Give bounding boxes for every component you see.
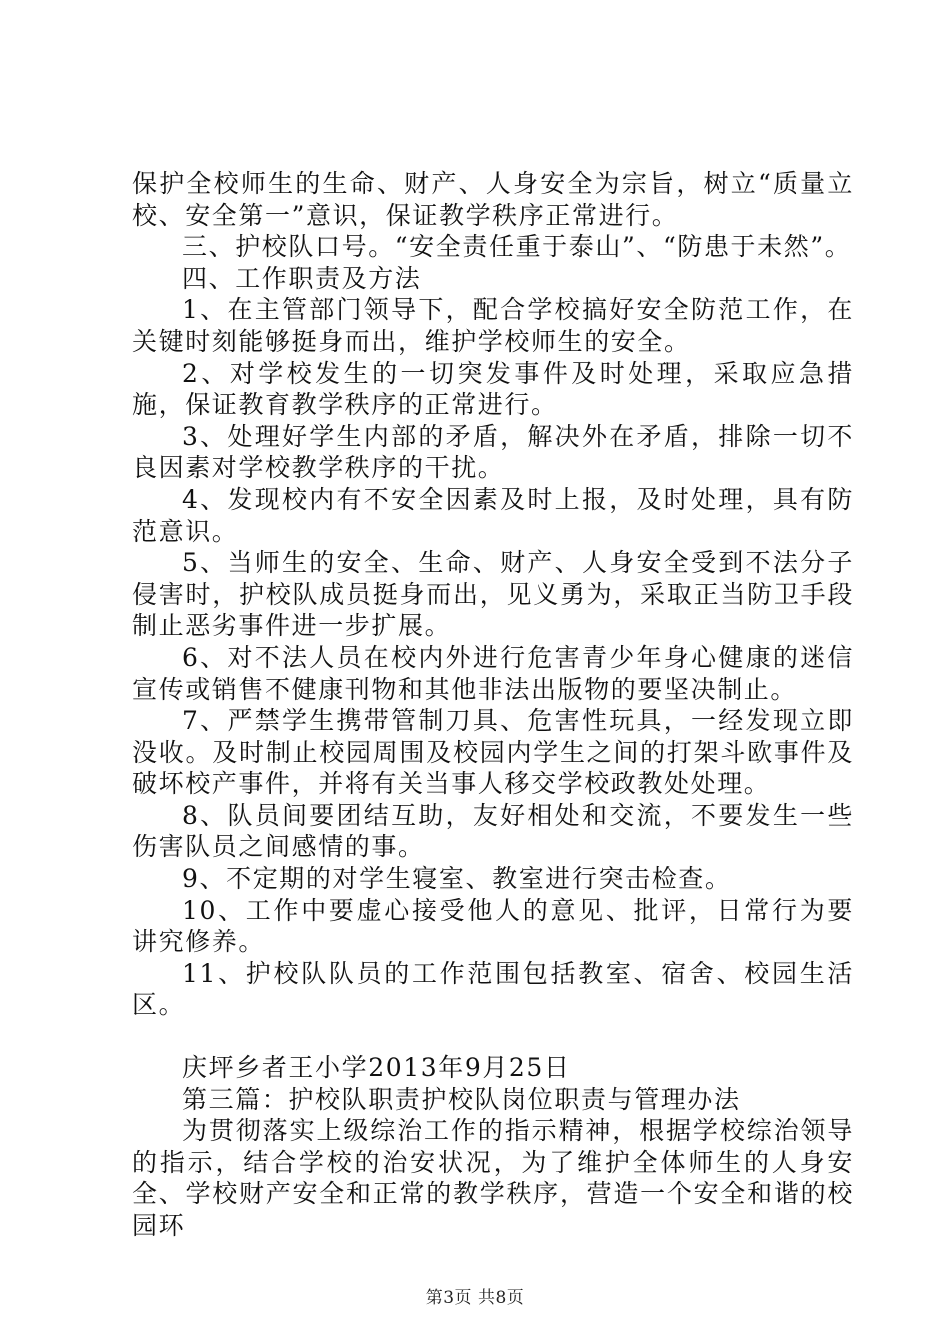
section-heading-duties: 四、工作职责及方法 (182, 263, 422, 293)
duty-item-1: 1、在主管部门领导下，配合学校搞好安全防范工作，在关键时刻能够挺身而出，维护学校师生的安全。 (132, 295, 854, 356)
duty-item-4: 4、发现校内有不安全因素及时上报，及时处理，具有防范意识。 (132, 484, 854, 546)
duty-item-8: 8、队员间要团结互助，友好相处和交流，不要发生一些伤害队员之间感情的事。 (132, 800, 854, 862)
duty-item-9: 9、不定期的对学生寝室、教室进行突击检查。 (182, 864, 732, 894)
section-title: 第三篇：护校队职责护校队岗位职责与管理办法 (182, 1084, 741, 1114)
duty-item-11: 11、护校队队员的工作范围包括教室、宿舍、校园生活区。 (132, 958, 854, 1020)
blank-line (132, 1021, 854, 1052)
duty-item-6: 6、对不法人员在校内外进行危害青少年身心健康的迷信宣传或销售不健康刊物和其他非法出版物的要坚决制止。 (132, 642, 854, 704)
duty-item-2: 2、对学校发生的一切突发事件及时处理，采取应急措施，保证教育教学秩序的正常进行。 (132, 358, 854, 420)
paragraph-intro: 为贯彻落实上级综治工作的指示精神，根据学校综治领导的指示，结合学校的治安状况，为了维护全体师生的人身安全、学校财产安全和正常的教学秩序，营造一个安全和谐的校园环 (132, 1116, 854, 1240)
duty-item-3: 3、处理好学生内部的矛盾，解决外在矛盾，排除一切不良因素对学校教学秩序的干扰。 (132, 421, 854, 483)
paragraph-slogan: 三、护校队口号。“安全责任重于泰山”、“防患于未然”。 (182, 232, 852, 262)
paragraph-continuation: 保护全校师生的生命、财产、人身安全为宗旨，树立“质量立校、安全第一”意识，保证教学秩序正常进行。 (132, 169, 854, 230)
signature-line: 庆坪乡者王小学2013年9月25日 (182, 1053, 571, 1083)
document-body (132, 168, 854, 1242)
duty-item-10: 10、工作中要虚心接受他人的意见、批评，日常行为要讲究修养。 (132, 895, 854, 957)
duty-item-5: 5、当师生的安全、生命、财产、人身安全受到不法分子侵害时，护校队成员挺身而出，见义勇为，采取正当防卫手段制止恶劣事件进一步扩展。 (132, 548, 854, 641)
duty-item-7: 7、严禁学生携带管制刀具、危害性玩具，一经发现立即没收。及时制止校园周围及校园内学生之间的打架斗欧事件及破坏校产事件，并将有关当事人移交学校政教处处理。 (132, 706, 854, 799)
page-number-footer: 第3页 共8页 (425, 1288, 525, 1308)
